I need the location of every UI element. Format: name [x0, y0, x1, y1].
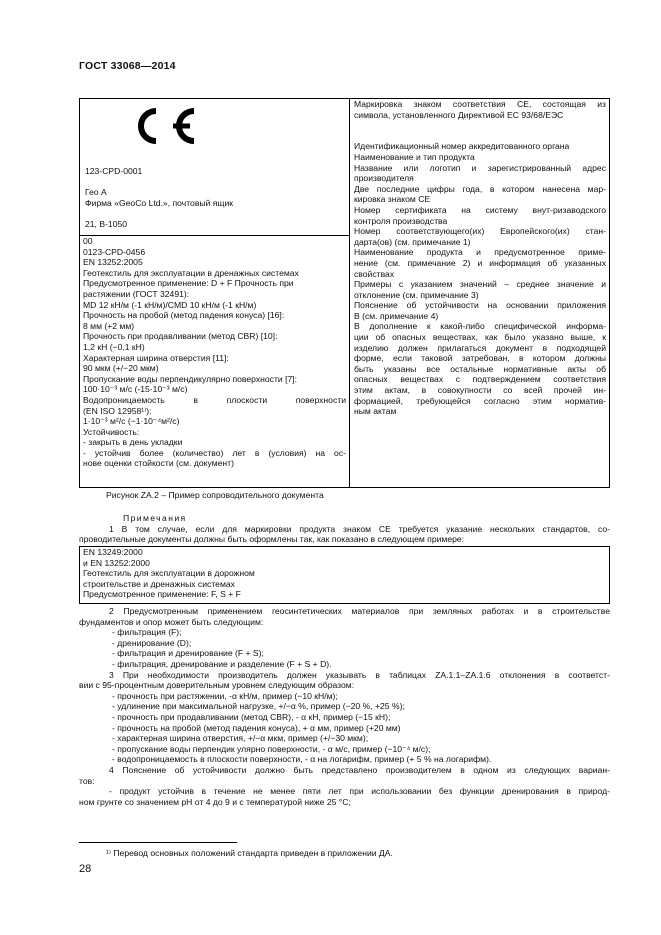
product-info-line: 1·10⁻³ м²/с (−1·10⁻⁴м²/с) — [83, 416, 180, 427]
product-info-line: Предусмотренное применение: D + F Прочность при — [83, 278, 294, 289]
explanation-line: Номер соответствующего(их) Европейского(их) стан- — [354, 226, 606, 237]
product-info-line: 1,2 кН (−0,1 кН) — [83, 341, 145, 352]
manufacturer-line: Фирма «GeoCo Ltd.», почтовый ящик — [85, 197, 234, 208]
notes-body — [79, 606, 610, 807]
note1-line2: проводительные документы должны быть оформлены так, как показано в следующем примере: — [79, 534, 465, 545]
explanation-line: ции об опасных веществах, как было указано выше, к — [354, 332, 606, 343]
explanation-line: отклонение (см. примечание 3) — [354, 289, 479, 300]
product-info-line: EN 13252:2005 — [83, 257, 143, 268]
marking-cell — [80, 99, 350, 236]
product-info-line: Прочность при продавливании (метод CBR) [10]: — [83, 331, 278, 342]
explanation-line: Две последние цифры года, в котором нанесена мар- — [354, 183, 606, 194]
notes-body-line: - продукт устойчив в течение не менее пяти лет при использовании без функции дренирования в природ- — [109, 786, 610, 797]
product-info-line: Прочность на пробой (метод падения конуса) [16]: — [83, 310, 285, 321]
notes-body-line: фундаментов и опор может быть следующим: — [79, 616, 264, 627]
explanation-line: Идентификационный номер аккредитованного органа — [354, 141, 570, 152]
notes-body-line: тов: — [79, 775, 95, 786]
accompanying-document-table — [79, 98, 610, 488]
note1-line1: 1 В том случае, если для маркировки продукта знаком СЕ требуется указание нескольких стандартов, со- — [109, 523, 610, 534]
figure-caption: Рисунок ZA.2 – Пример сопроводительного документа — [106, 490, 324, 500]
notes-body-line: - водопроницаемость в плоскости поверхности, - α на логарифм, пример (+ 5 % на логарифм). — [112, 754, 492, 765]
explanation-line: Маркировка знаком соответствия СЕ, состоящая из — [354, 99, 606, 109]
explanation-line: Примеры с указанием значений – среднее значение и — [354, 279, 606, 290]
explanation-line: быть указаны все остальные нормативные акты об — [354, 363, 606, 374]
notes-body-line: - прочность при растяжении, -α кН/м, пример (−10 кН/м); — [112, 690, 338, 701]
footnote: ¹⁾ Перевод основных положений стандарта приведен в приложении ДА. — [106, 848, 393, 858]
notes-body-line: - фильтрация и дренирование (F + S); — [112, 648, 264, 659]
example-line: Предусмотренное применение: F, S + F — [83, 589, 241, 600]
explanation-line: кировка знаком СЕ — [354, 194, 431, 205]
explanation-line: Наименование продукта и предусмотренное приме- — [354, 247, 606, 258]
product-info-line: Водопроницаемость в плоскости поверхности — [83, 394, 346, 405]
notes-body-line: - характерная ширина отверстия, +/−α мкм, пример (+/−30 мкм); — [112, 733, 369, 744]
footnote-separator — [79, 842, 237, 843]
product-info-line: Пропускание воды перпендикулярно поверхности [7]: — [83, 373, 298, 384]
manufacturer-line: Гео А — [85, 187, 107, 198]
notes-body-line: 2 Предусмотренным применением геосинтетических материалов при земляных работах и в строительстве — [109, 606, 610, 616]
explanation-line: ным актам — [354, 406, 397, 417]
notes-body-line: - удлинение при максимальной нагрузке, +/−α %, пример (−20 %, +25 %); — [112, 701, 405, 712]
explanation-line: форме, если таковой затребован, в котором должны — [354, 353, 606, 364]
explanation-line: этим актам, в совокупности со всей прочей ин- — [354, 385, 606, 396]
explanation-line: нение (см. примечание 2) и информация об указанных — [354, 257, 606, 268]
product-info-line: 90 мкм (+/−20 мкм) — [83, 363, 159, 374]
notes-body-line: - фильтрация, дренирование и разделение (F + S + D). — [112, 658, 332, 669]
manufacturer-line — [85, 177, 233, 188]
explanation-line: изделию должен прилагаться документ в подходящей — [354, 342, 606, 353]
product-info-line: MD 12 кН/м (-1 кН/м)/CMD 10 кН/м (-1 кН/м) — [83, 299, 257, 310]
notes-body-line: - прочность на пробой (метод падения конуса), + α мм, пример (+20 мм) — [112, 722, 401, 733]
explanation-line: Пояснение об устойчивости на основании приложения — [354, 300, 606, 311]
explanation-line: контроля производства — [354, 215, 448, 226]
manufacturer-info — [85, 166, 233, 230]
example-line: EN 13249:2000 — [83, 547, 143, 557]
product-info-line: Характерная ширина отверстия [11]: — [83, 352, 229, 363]
product-info-line: - закрыть в день укладки — [83, 437, 183, 448]
explanation-line: свойствах — [354, 268, 395, 279]
ce-mark-icon — [126, 105, 206, 147]
document-header: ГОСТ 33068—2014 — [79, 60, 176, 72]
product-info-line: (EN ISO 12958¹⁾): — [83, 405, 152, 416]
explanations-cell — [350, 99, 609, 487]
explanation-line: формацией, требующейся согласно этим норматив- — [354, 395, 606, 406]
explanation-line: В (см. примечание 4) — [354, 310, 439, 321]
product-info-line: 00 — [83, 236, 93, 246]
explanation-line — [354, 120, 606, 131]
notes-body-line: вии с 95-процентным доверительным уровнем следующим образом: — [79, 680, 355, 691]
explanation-line: Название или логотип и зарегистрированный адрес — [354, 162, 606, 173]
notes-section — [79, 513, 610, 545]
product-info-line: 100·10⁻³ м/с (-15·10⁻³ м/с) — [83, 384, 188, 395]
explanation-line: Номер сертификата на систему внут-ризаводского — [354, 204, 606, 215]
notes-body-line: - прочность при продавливании (метод CBR), - α кН, пример (−15 кН); — [112, 711, 391, 722]
notes-body-line: 4 Пояснение об устойчивости должно быть представлено производителем в одном из следующих вариан- — [109, 764, 610, 775]
notes-body-line: ном грунте со значением pH от 4 до 9 и с температурой ниже 25 °C; — [79, 796, 351, 807]
notes-body-line: - дренирование (D); — [112, 637, 192, 648]
notes-body-line: - пропускание воды перпендик улярно поверхности, - α м/с, пример (−10⁻⁴ м/с); — [112, 743, 431, 754]
explanation-line: символа, установленного Директивой ЕС 93/68/ЕЭС — [354, 109, 564, 120]
product-info-cell — [80, 236, 350, 487]
notes-body-line: 3 При необходимости производитель должен указывать в таблицах ZA.1.1–ZA.1.6 отклонения в соответст- — [109, 669, 610, 680]
page-number: 28 — [79, 863, 92, 875]
product-info-line: нове оценки стойкости (см. документ) — [83, 458, 234, 469]
notes-body-line: - фильтрация (F); — [112, 627, 182, 638]
product-info-line: Устойчивость: — [83, 426, 140, 437]
explanation-line: Наименование и тип продукта — [354, 151, 475, 162]
product-info-line: растяжении (ГОСТ 32491): — [83, 288, 190, 299]
manufacturer-line: 21, B-1050 — [85, 218, 128, 229]
product-info-line: 0123-CPD-0456 — [83, 246, 146, 257]
manufacturer-line — [85, 208, 233, 219]
product-info-line: 8 мм (+2 мм) — [83, 320, 135, 331]
explanation-line — [354, 131, 606, 142]
explanation-line: дарта(ов) (см. примечание 1) — [354, 236, 471, 247]
explanation-line: опасных веществах с подтверждением соответствия — [354, 374, 606, 385]
product-info-line: - устойчив более (количество) лет в (условия) на ос- — [83, 447, 346, 458]
explanation-line: производителя — [354, 173, 414, 184]
example-box — [79, 546, 610, 604]
product-info-line: Геотекстиль для эксплуатации в дренажных системах — [83, 267, 299, 278]
explanation-line: В дополнение к какой-либо специфической информа- — [354, 321, 606, 332]
notes-heading: Примечания — [123, 513, 187, 523]
manufacturer-line: 123-CPD-0001 — [85, 166, 143, 176]
example-line: строительстве и дренажных системах — [83, 578, 235, 589]
example-line: и EN 13252:2000 — [83, 557, 150, 568]
example-line: Геотекстиль для эксплуатации в дорожном — [83, 568, 255, 579]
